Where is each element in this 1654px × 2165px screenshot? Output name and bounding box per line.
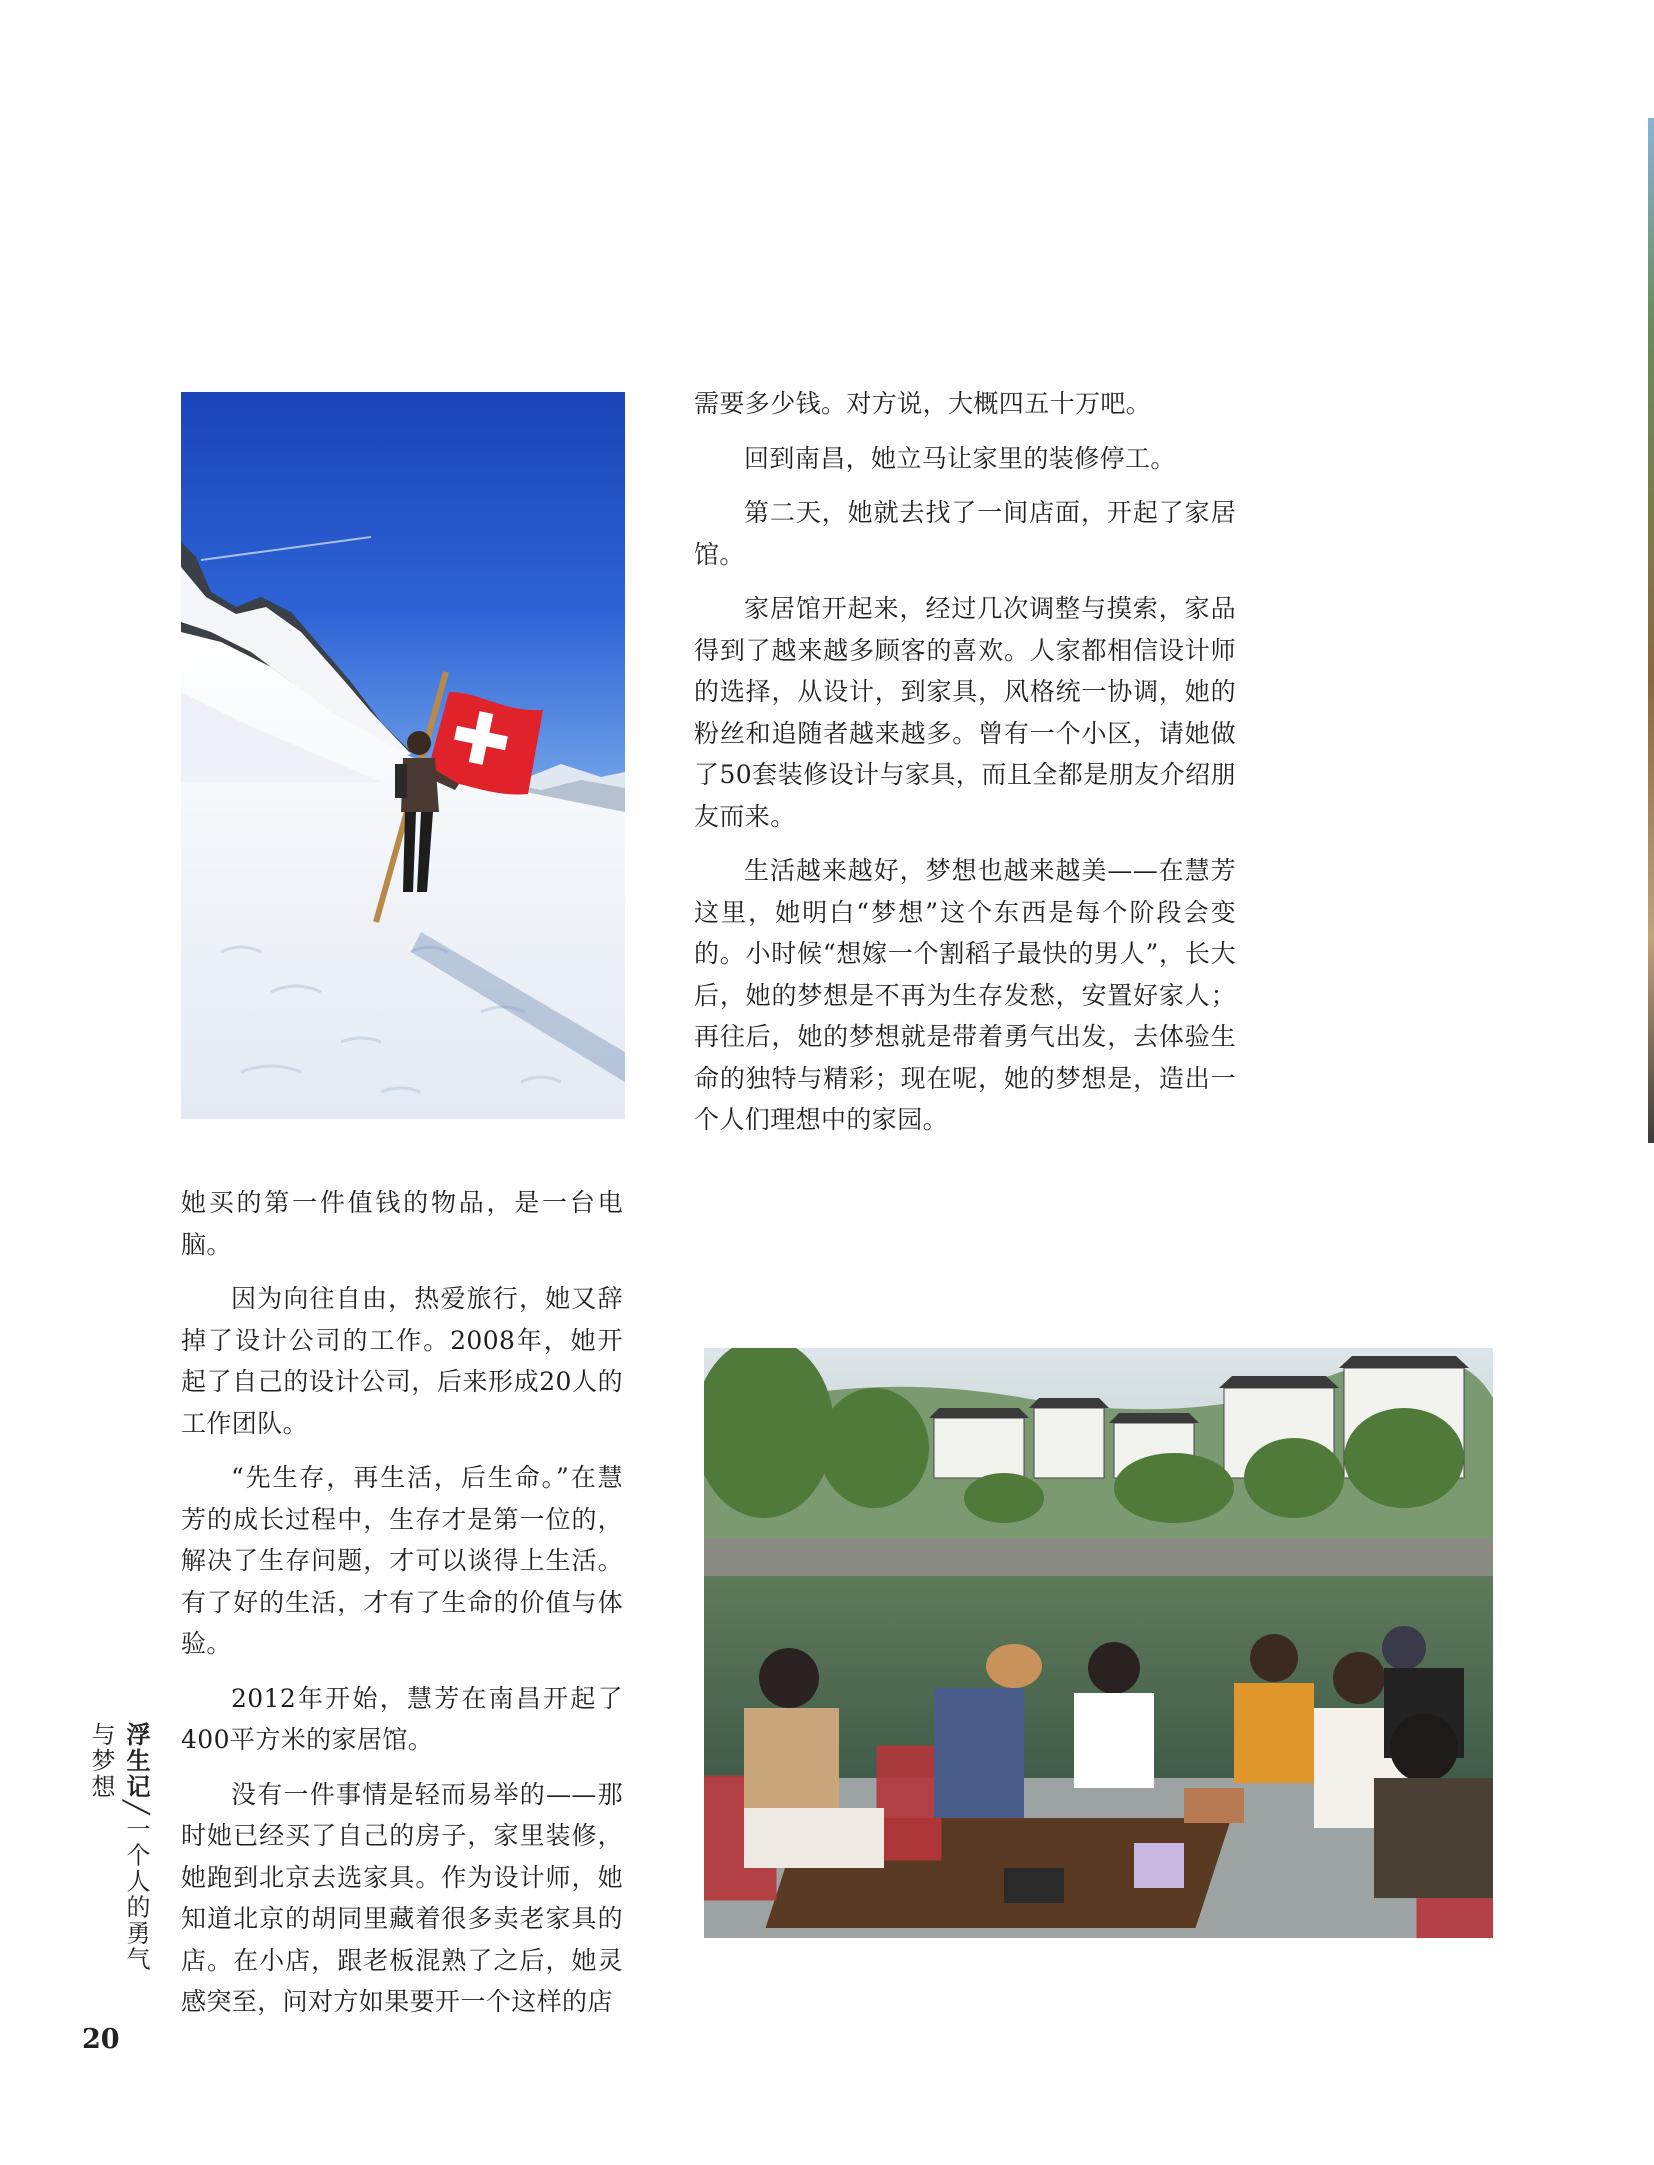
paragraph: 没有一件事情是轻而易举的——那时她已经买了自己的房子，家里装修，她跑到北京去选家具。作为设计师，她知道北京的胡同里藏着很多卖老家具的店。在小店，跟老板混熟了之后，她灵感突至，问对方如果要开一个这样的店: [181, 1779, 623, 2016]
article-left-column: [181, 1182, 623, 2036]
lakeside-tea-gathering-photo: [704, 1348, 1493, 1938]
swiss-flag-mountain-photo: [181, 392, 625, 1119]
paragraph: 2012年开始，慧芳在南昌开起了400平方米的家居馆。: [181, 1683, 623, 1754]
article-right-column: [694, 383, 1236, 1154]
paragraph: 回到南昌，她立马让家里的装修停工。: [744, 443, 1176, 473]
title-separator: ╱: [122, 1800, 150, 1817]
adjacent-page-edge: [1648, 118, 1654, 1143]
paragraph: 因为向往自由，热爱旅行，她又辞掉了设计公司的工作。2008年，她开起了自己的设计公司，后来形成20人的工作团队。: [181, 1284, 623, 1438]
section-title: 一个人的勇气与梦想: [87, 1722, 150, 1973]
section-title-vertical: [84, 1722, 154, 1982]
running-section-title: [84, 1722, 151, 1982]
paragraph: 生活越来越好，梦想也越来越美——在慧芳这里，她明白“梦想”这个东西是每个阶段会变的。小时候“想嫁一个割稻子最快的男人”，长大后，她的梦想是不再为生存发愁，安置好家人；再往后，她的梦想就是带着勇气出发，去体验生命的独特与精彩；现在呢，她的梦想是，造出一个人们理想中的家园。: [694, 856, 1236, 1134]
paragraph: “先生存，再生活，后生命。”在慧芳的成长过程中，生存才是第一位的，解决了生存问题，才可以谈得上生活。有了好的生活，才有了生命的价值与体验。: [181, 1463, 623, 1658]
paragraph: 家居馆开起来，经过几次调整与摸索，家品得到了越来越多顾客的喜欢。人家都相信设计师的选择，从设计，到家具，风格统一协调，她的粉丝和追随者越来越多。曾有一个小区，请她做了50套装修设计与家具，而且全都是朋友介绍朋友而来。: [694, 594, 1236, 831]
page-number: 20: [82, 2024, 120, 2055]
series-name: 浮生记: [122, 1722, 151, 1800]
paragraph: 需要多少钱。对方说，大概四五十万吧。: [694, 389, 1152, 418]
paragraph: 第二天，她就去找了一间店面，开起了家居馆。: [694, 498, 1236, 569]
paragraph: 她买的第一件值钱的物品，是一台电脑。: [181, 1188, 623, 1259]
